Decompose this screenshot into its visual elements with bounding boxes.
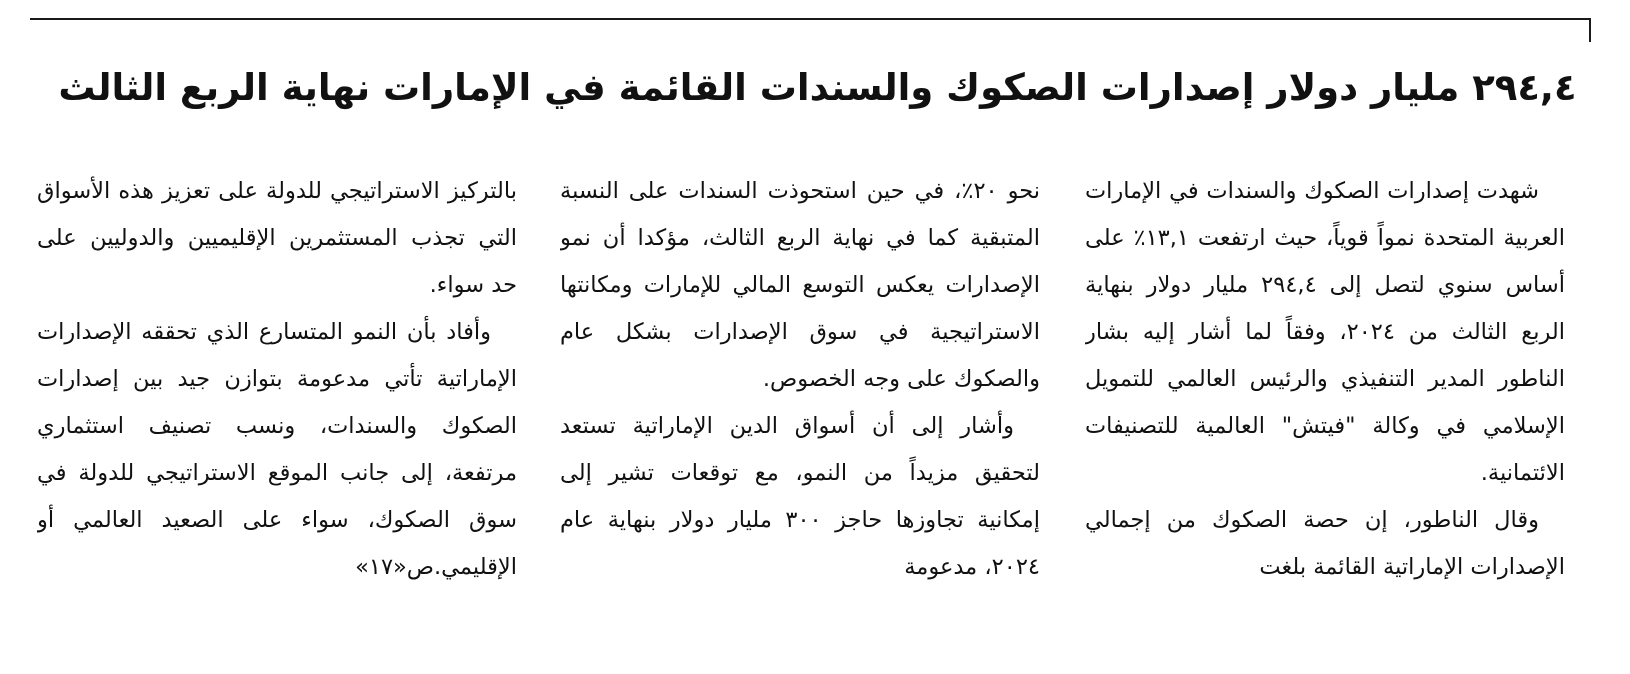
column-3-paragraph-1: بالتركيز الاستراتيجي للدولة على تعزيز هذه الأسواق التي تجذب المستثمرين الإقليميين والدوليين على حد سواء. [37,178,517,298]
article-headline: ٢٩٤,٤ مليار دولار إصدارات الصكوك والسندات القائمة في الإمارات نهاية الربع الثالث [58,66,1577,109]
column-2-paragraph-1: نحو ٢٠٪، في حين استحوذت السندات على النسبة المتبقية كما في نهاية الربع الثالث، مؤكدا أن نمو الإصدارات يعكس التوسع المالي للإمارات ومكانتها الاستراتيجية في سوق الإصدارات بشكل عام والصكوك على وجه الخصوص. [560,178,1040,392]
column-1-paragraph-2: وقال الناطور، إن حصة الصكوك من إجمالي الإصدارات الإماراتية القائمة بلغت [1085,507,1565,580]
frame-corner-rule [1589,18,1591,42]
article-column-1 [1085,168,1565,608]
column-3-paragraph-2: وأفاد بأن النمو المتسارع الذي تحققه الإصدارات الإماراتية تأتي مدعومة بتوازن جيد بين إصدارات الصكوك والسندات، ونسب تصنيف استثماري مرتفعة، إلى جانب الموقع الاستراتيجي للدولة في سوق الصكوك، سواء على الصعيد العالمي أو الإقليمي.ص«١٧» [37,319,517,580]
frame-top-rule [30,18,1591,20]
article-column-3 [37,168,517,608]
article-column-2 [560,168,1040,608]
column-1-paragraph-1: شهدت إصدارات الصكوك والسندات في الإمارات العربية المتحدة نمواً قوياً، حيث ارتفعت ١٣,١٪ على أساس سنوي لتصل إلى ٢٩٤,٤ مليار دولار بنهاية الربع الثالث من ٢٠٢٤، وفقاً لما أشار إليه بشار الناطور المدير التنفيذي والرئيس العالمي للتمويل الإسلامي في وكالة "فيتش" العالمية للتصنيفات الائتمانية. [1085,178,1565,486]
column-2-paragraph-2: وأشار إلى أن أسواق الدين الإماراتية تستعد لتحقيق مزيداً من النمو، مع توقعات تشير إلى إمكانية تجاوزها حاجز ٣٠٠ مليار دولار بنهاية عام ٢٠٢٤، مدعومة [560,413,1040,580]
